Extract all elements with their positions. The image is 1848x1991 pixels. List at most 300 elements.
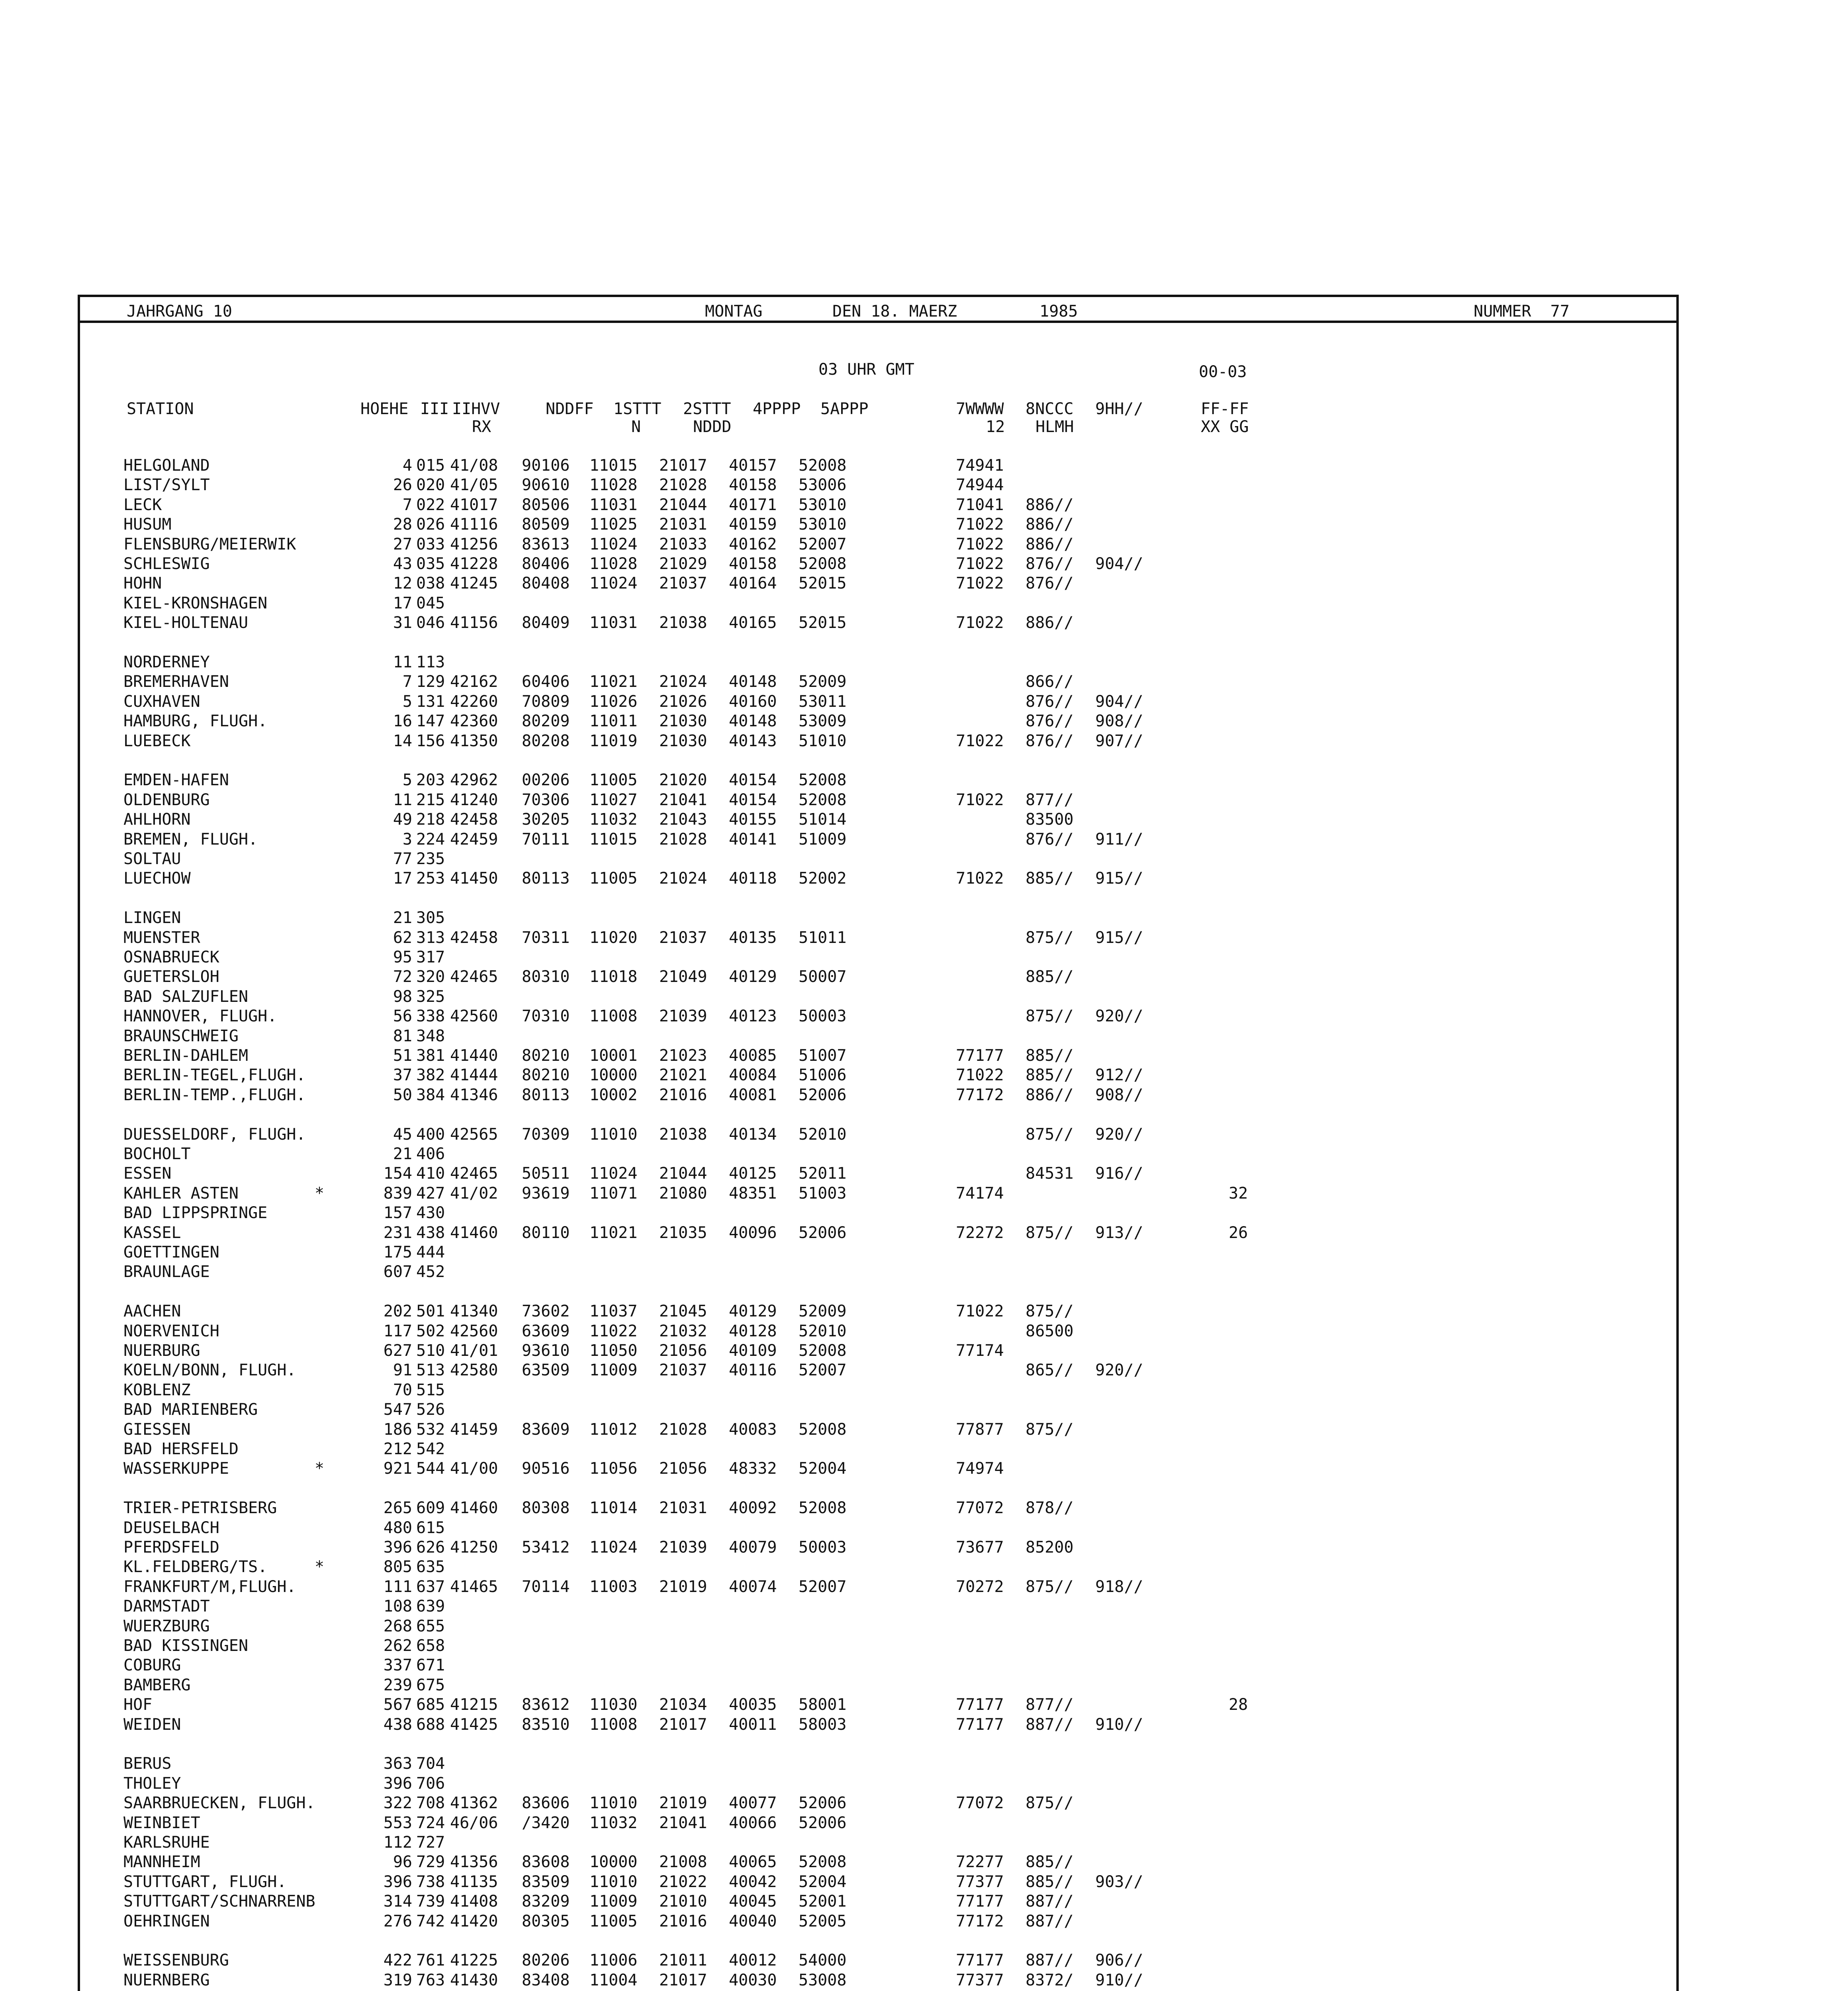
- cell-station-name: EMDEN-HAFEN: [123, 771, 229, 789]
- col-ff-sub: XX GG: [1201, 418, 1249, 436]
- cell-nccc8: 875//: [1026, 1794, 1074, 1812]
- cell-wwww7: 72277: [956, 1853, 1004, 1871]
- cell-sttt2: 21038: [659, 1125, 707, 1144]
- cell-sttt1: 11005: [589, 1912, 638, 1930]
- table-row: [0, 516, 1848, 533]
- cell-nddff: 50511: [522, 1164, 570, 1183]
- table-row: [0, 909, 1848, 927]
- cell-pppp4: 40042: [729, 1873, 777, 1891]
- cell-station-name: BAD MARIENBERG: [123, 1400, 258, 1419]
- cell-sttt1: 11025: [589, 515, 638, 534]
- cell-station-id: 761: [416, 1951, 445, 1969]
- cell-nddff: 60406: [522, 673, 570, 691]
- table-row: [0, 555, 1848, 573]
- cell-appp5: 52008: [799, 456, 847, 475]
- cell-pppp4: 40162: [729, 535, 777, 553]
- cell-wwww7: 77377: [956, 1873, 1004, 1891]
- cell-hh9: 908//: [1095, 1086, 1143, 1104]
- cell-station-name: THOLEY: [123, 1774, 181, 1793]
- table-row: [0, 1578, 1848, 1596]
- cell-station-name: BREMEN, FLUGH.: [123, 830, 258, 849]
- cell-appp5: 50003: [799, 1538, 847, 1557]
- cell-station-id: 515: [416, 1381, 445, 1399]
- col-8nccc: 8NCCC: [1026, 400, 1074, 418]
- cell-station-id: 655: [416, 1617, 445, 1635]
- cell-iihvv: 46/06: [450, 1814, 498, 1832]
- cell-station-name: HOF: [123, 1696, 153, 1714]
- cell-sttt2: 21029: [659, 555, 707, 573]
- cell-wwww7: 77177: [956, 1892, 1004, 1911]
- cell-hh9: 912//: [1095, 1066, 1143, 1084]
- cell-station-name: BRAUNSCHWEIG: [123, 1027, 239, 1045]
- cell-sttt1: 11030: [589, 1696, 638, 1714]
- cell-station-name: OSNABRUECK: [123, 948, 219, 966]
- cell-sttt2: 21056: [659, 1342, 707, 1360]
- cell-station-name: WASSERKUPPE: [123, 1459, 229, 1478]
- cell-sttt2: 21032: [659, 1322, 707, 1340]
- cell-station-id: 046: [416, 614, 445, 632]
- table-row: [0, 1047, 1848, 1064]
- cell-sttt2: 21039: [659, 1007, 707, 1025]
- cell-station-id: 675: [416, 1676, 445, 1694]
- table-row: [0, 1460, 1848, 1477]
- cell-hoehe: 26: [393, 476, 412, 494]
- cell-sttt1: 11028: [589, 555, 638, 573]
- cell-station-id: 532: [416, 1420, 445, 1439]
- cell-iihvv: 41225: [450, 1951, 498, 1969]
- cell-nddff: 80408: [522, 574, 570, 593]
- cell-wwww7: 71022: [956, 515, 1004, 534]
- cell-sttt2: 21028: [659, 830, 707, 849]
- cell-hoehe: 77: [393, 850, 412, 868]
- cell-sttt2: 21033: [659, 535, 707, 553]
- cell-station-name: COBURG: [123, 1656, 181, 1674]
- cell-sttt2: 21022: [659, 1873, 707, 1891]
- cell-nddff: 83608: [522, 1853, 570, 1871]
- cell-hoehe: 95: [393, 948, 412, 966]
- cell-sttt2: 21024: [659, 869, 707, 888]
- cell-pppp4: 40171: [729, 496, 777, 514]
- cell-iihvv: 42260: [450, 692, 498, 711]
- table-row: [0, 496, 1848, 514]
- cell-sttt1: 11015: [589, 456, 638, 475]
- cell-pppp4: 40143: [729, 732, 777, 750]
- cell-station-id: 035: [416, 555, 445, 573]
- cell-appp5: 52007: [799, 535, 847, 553]
- cell-pppp4: 40118: [729, 869, 777, 888]
- cell-wwww7: 77377: [956, 1971, 1004, 1989]
- cell-nddff: 80509: [522, 515, 570, 534]
- cell-nddff: 83613: [522, 535, 570, 553]
- cell-station-id: 704: [416, 1754, 445, 1773]
- cell-station-id: 320: [416, 968, 445, 986]
- cell-appp5: 53008: [799, 1971, 847, 1989]
- table-row: [0, 988, 1848, 1005]
- cell-station-id: 026: [416, 515, 445, 534]
- cell-hoehe: 117: [383, 1322, 412, 1340]
- table-row: [0, 1696, 1848, 1713]
- cell-nccc8: 876//: [1026, 830, 1074, 849]
- table-row: [0, 1775, 1848, 1792]
- cell-appp5: 52009: [799, 1302, 847, 1320]
- cell-hh9: 918//: [1095, 1578, 1143, 1596]
- observation-time: 03 UHR GMT: [818, 360, 914, 379]
- cell-station-name: STUTTGART/SCHNARRENB: [123, 1892, 315, 1911]
- cell-iihvv: 41362: [450, 1794, 498, 1812]
- cell-station-name: FLENSBURG/MEIERWIK: [123, 535, 296, 553]
- cell-sttt1: 11027: [589, 791, 638, 809]
- cell-appp5: 51014: [799, 810, 847, 829]
- cell-iihvv: 41228: [450, 555, 498, 573]
- table-row: [0, 1165, 1848, 1182]
- cell-station-name: DUESSELDORF, FLUGH.: [123, 1125, 306, 1144]
- cell-wwww7: 71022: [956, 614, 1004, 632]
- table-row: [0, 1007, 1848, 1025]
- cell-sttt2: 21045: [659, 1302, 707, 1320]
- cell-pppp4: 40158: [729, 555, 777, 573]
- cell-hoehe: 231: [383, 1224, 412, 1242]
- observation-period: 00-03: [1199, 363, 1247, 381]
- cell-nccc8: 865//: [1026, 1361, 1074, 1379]
- cell-nddff: 80113: [522, 1086, 570, 1104]
- cell-iihvv: 41/01: [450, 1342, 498, 1360]
- cell-nddff: 70306: [522, 791, 570, 809]
- cell-wwww7: 70272: [956, 1578, 1004, 1596]
- cell-station-name: WEINBIET: [123, 1814, 200, 1832]
- cell-sttt2: 21020: [659, 771, 707, 789]
- table-row: [0, 929, 1848, 947]
- cell-station-name: MANNHEIM: [123, 1853, 200, 1871]
- cell-sttt2: 21023: [659, 1046, 707, 1065]
- cell-nddff: 83612: [522, 1696, 570, 1714]
- table-row: [0, 575, 1848, 592]
- cell-hh9: 903//: [1095, 1873, 1143, 1891]
- cell-nddff: 70111: [522, 830, 570, 849]
- cell-nccc8: 85200: [1026, 1538, 1074, 1557]
- cell-hh9: 904//: [1095, 555, 1143, 573]
- cell-hoehe: 202: [383, 1302, 412, 1320]
- cell-sttt1: 11028: [589, 476, 638, 494]
- col-2sttt-sub: NDDD: [693, 418, 732, 436]
- cell-station-id: 305: [416, 909, 445, 927]
- cell-sttt2: 21008: [659, 1853, 707, 1871]
- cell-hoehe: 28: [393, 515, 412, 534]
- cell-iihvv: 42465: [450, 1164, 498, 1183]
- table-row: [0, 1086, 1848, 1104]
- cell-station-name: BERLIN-TEGEL,FLUGH.: [123, 1066, 306, 1084]
- col-iihvv-sub: RX: [472, 418, 491, 436]
- cell-nccc8: 878//: [1026, 1499, 1074, 1517]
- cell-sttt2: 21017: [659, 456, 707, 475]
- cell-appp5: 52015: [799, 614, 847, 632]
- cell-wwww7: 74944: [956, 476, 1004, 494]
- cell-wwww7: 71022: [956, 732, 1004, 750]
- cell-station-id: 658: [416, 1637, 445, 1655]
- col-hoehe: HOEHE: [360, 400, 409, 418]
- cell-appp5: 50003: [799, 1007, 847, 1025]
- cell-sttt2: 21028: [659, 1420, 707, 1439]
- cell-station-name: SAARBRUECKEN, FLUGH.: [123, 1794, 315, 1812]
- cell-pppp4: 40079: [729, 1538, 777, 1557]
- cell-iihvv: 42459: [450, 830, 498, 849]
- cell-nccc8: 86500: [1026, 1322, 1074, 1340]
- cell-station-name: BAD LIPPSPRINGE: [123, 1204, 268, 1222]
- cell-appp5: 53011: [799, 692, 847, 711]
- date-label: DEN 18. MAERZ: [832, 302, 957, 321]
- table-row: [0, 1637, 1848, 1655]
- cell-sttt1: 11031: [589, 496, 638, 514]
- cell-sttt1: 11021: [589, 673, 638, 691]
- cell-wwww7: 74174: [956, 1184, 1004, 1203]
- cell-nddff: 90610: [522, 476, 570, 494]
- cell-iihvv: 41450: [450, 869, 498, 888]
- cell-hoehe: 16: [393, 712, 412, 730]
- cell-hoehe: 553: [383, 1814, 412, 1832]
- col-iii: III: [420, 400, 449, 418]
- cell-hoehe: 805: [383, 1558, 412, 1576]
- cell-pppp4: 40164: [729, 574, 777, 593]
- cell-wwww7: 71041: [956, 496, 1004, 514]
- cell-pppp4: 40154: [729, 791, 777, 809]
- cell-station-id: 253: [416, 869, 445, 888]
- cell-sttt1: 11015: [589, 830, 638, 849]
- cell-nddff: 83209: [522, 1892, 570, 1911]
- table-row: [0, 653, 1848, 671]
- table-row: [0, 1676, 1848, 1694]
- cell-nccc8: 885//: [1026, 1873, 1074, 1891]
- col-4pppp: 4PPPP: [753, 400, 801, 418]
- cell-station-id: 400: [416, 1125, 445, 1144]
- cell-nddff: 93610: [522, 1342, 570, 1360]
- cell-appp5: 52005: [799, 1912, 847, 1930]
- cell-pppp4: 40074: [729, 1578, 777, 1596]
- table-row: [0, 1716, 1848, 1733]
- cell-wwww7: 77172: [956, 1912, 1004, 1930]
- cell-hoehe: 37: [393, 1066, 412, 1084]
- cell-hoehe: 154: [383, 1164, 412, 1183]
- cell-appp5: 52010: [799, 1322, 847, 1340]
- cell-hoehe: 72: [393, 968, 412, 986]
- cell-sttt2: 21041: [659, 791, 707, 809]
- cell-hoehe: 268: [383, 1617, 412, 1635]
- table-row: [0, 1913, 1848, 1930]
- cell-hoehe: 212: [383, 1440, 412, 1458]
- cell-pppp4: 40159: [729, 515, 777, 534]
- cell-wwww7: 77177: [956, 1715, 1004, 1734]
- table-row: [0, 732, 1848, 750]
- cell-pppp4: 40040: [729, 1912, 777, 1930]
- cell-nddff: 73602: [522, 1302, 570, 1320]
- cell-sttt1: 10000: [589, 1853, 638, 1871]
- cell-nddff: 80208: [522, 732, 570, 750]
- cell-nccc8: 886//: [1026, 496, 1074, 514]
- cell-nccc8: 876//: [1026, 555, 1074, 573]
- cell-pppp4: 40129: [729, 1302, 777, 1320]
- cell-nccc8: 887//: [1026, 1715, 1074, 1734]
- cell-hoehe: 112: [383, 1833, 412, 1852]
- cell-nccc8: 866//: [1026, 673, 1074, 691]
- cell-sttt1: 11010: [589, 1794, 638, 1812]
- col-7wwww: 7WWWW: [956, 400, 1004, 418]
- cell-mountain-marker: *: [315, 1558, 325, 1576]
- cell-station-id: 338: [416, 1007, 445, 1025]
- cell-sttt2: 21017: [659, 1971, 707, 1989]
- cell-pppp4: 40155: [729, 810, 777, 829]
- table-row: [0, 1440, 1848, 1458]
- cell-sttt1: 11008: [589, 1007, 638, 1025]
- cell-nddff: 90516: [522, 1459, 570, 1478]
- cell-station-name: LUECHOW: [123, 869, 191, 888]
- cell-sttt1: 11009: [589, 1361, 638, 1379]
- cell-nccc8: 83500: [1026, 810, 1074, 829]
- cell-hh9: 906//: [1095, 1951, 1143, 1969]
- cell-nccc8: 877//: [1026, 1696, 1074, 1714]
- cell-wwww7: 71022: [956, 1302, 1004, 1320]
- cell-pppp4: 40083: [729, 1420, 777, 1439]
- cell-sttt1: 11005: [589, 771, 638, 789]
- cell-sttt2: 21056: [659, 1459, 707, 1478]
- cell-sttt2: 21080: [659, 1184, 707, 1203]
- cell-station-id: 685: [416, 1696, 445, 1714]
- cell-nddff: 80310: [522, 968, 570, 986]
- cell-sttt1: 11014: [589, 1499, 638, 1517]
- cell-station-id: 544: [416, 1459, 445, 1478]
- cell-pppp4: 40109: [729, 1342, 777, 1360]
- cell-station-name: HELGOLAND: [123, 456, 210, 475]
- table-row: [0, 457, 1848, 474]
- table-row: [0, 614, 1848, 632]
- cell-iihvv: 42962: [450, 771, 498, 789]
- cell-sttt1: 11012: [589, 1420, 638, 1439]
- cell-sttt1: 11026: [589, 692, 638, 711]
- cell-wwww7: 74941: [956, 456, 1004, 475]
- table-row: [0, 1971, 1848, 1989]
- cell-station-id: 022: [416, 496, 445, 514]
- cell-station-name: BERUS: [123, 1754, 172, 1773]
- cell-sttt2: 21016: [659, 1912, 707, 1930]
- cell-nddff: 80308: [522, 1499, 570, 1517]
- cell-station-id: 635: [416, 1558, 445, 1576]
- cell-sttt2: 21038: [659, 614, 707, 632]
- table-row: [0, 1342, 1848, 1359]
- cell-nccc8: 886//: [1026, 614, 1074, 632]
- cell-nddff: 70809: [522, 692, 570, 711]
- cell-hoehe: 396: [383, 1538, 412, 1557]
- cell-nccc8: 886//: [1026, 535, 1074, 553]
- cell-hh9: 915//: [1095, 929, 1143, 947]
- cell-station-id: 384: [416, 1086, 445, 1104]
- cell-nddff: 70114: [522, 1578, 570, 1596]
- cell-station-name: AACHEN: [123, 1302, 181, 1320]
- cell-station-id: 609: [416, 1499, 445, 1517]
- table-row: [0, 870, 1848, 887]
- cell-station-name: LECK: [123, 496, 162, 514]
- cell-hoehe: 363: [383, 1754, 412, 1773]
- cell-station-name: KIEL-KRONSHAGEN: [123, 594, 268, 612]
- cell-appp5: 52004: [799, 1873, 847, 1891]
- cell-appp5: 53010: [799, 515, 847, 534]
- cell-station-name: LINGEN: [123, 909, 181, 927]
- table-row: [0, 1893, 1848, 1910]
- cell-station-name: CUXHAVEN: [123, 692, 200, 711]
- cell-hoehe: 3: [402, 830, 412, 849]
- cell-station-id: 131: [416, 692, 445, 711]
- cell-sttt2: 21028: [659, 476, 707, 494]
- cell-appp5: 52008: [799, 1342, 847, 1360]
- cell-wwww7: 71022: [956, 1066, 1004, 1084]
- cell-station-name: AHLHORN: [123, 810, 191, 829]
- cell-wwww7: 74974: [956, 1459, 1004, 1478]
- cell-appp5: 51009: [799, 830, 847, 849]
- cell-iihvv: 41256: [450, 535, 498, 553]
- cell-iihvv: 41440: [450, 1046, 498, 1065]
- cell-sttt2: 21026: [659, 692, 707, 711]
- table-row: [0, 712, 1848, 730]
- cell-sttt1: 11024: [589, 1538, 638, 1557]
- cell-station-name: BAMBERG: [123, 1676, 191, 1694]
- cell-sttt2: 21019: [659, 1794, 707, 1812]
- cell-station-id: 688: [416, 1715, 445, 1734]
- cell-nccc8: 875//: [1026, 1007, 1074, 1025]
- cell-iihvv: 41420: [450, 1912, 498, 1930]
- cell-hoehe: 921: [383, 1459, 412, 1478]
- cell-nccc8: 885//: [1026, 1853, 1074, 1871]
- cell-sttt1: 11024: [589, 1164, 638, 1183]
- cell-pppp4: 40148: [729, 673, 777, 691]
- table-row: [0, 850, 1848, 868]
- cell-hoehe: 62: [393, 929, 412, 947]
- cell-iihvv: 42360: [450, 712, 498, 730]
- jahrgang-label: JAHRGANG 10: [127, 302, 232, 321]
- cell-sttt2: 21043: [659, 810, 707, 829]
- cell-station-id: 020: [416, 476, 445, 494]
- cell-wwww7: 77177: [956, 1046, 1004, 1065]
- cell-station-name: BAD KISSINGEN: [123, 1637, 249, 1655]
- cell-wwww7: 71022: [956, 869, 1004, 888]
- cell-station-id: 218: [416, 810, 445, 829]
- cell-nddff: 80409: [522, 614, 570, 632]
- cell-nddff: 80209: [522, 712, 570, 730]
- cell-pppp4: 40096: [729, 1224, 777, 1242]
- table-row: [0, 1263, 1848, 1281]
- cell-hoehe: 314: [383, 1892, 412, 1911]
- cell-hoehe: 96: [393, 1853, 412, 1871]
- cell-hoehe: 27: [393, 535, 412, 553]
- cell-iihvv: 41/00: [450, 1459, 498, 1478]
- cell-hoehe: 11: [393, 791, 412, 809]
- cell-sttt2: 21037: [659, 574, 707, 593]
- cell-sttt2: 21017: [659, 1715, 707, 1734]
- cell-station-id: 742: [416, 1912, 445, 1930]
- cell-station-name: GUETERSLOH: [123, 968, 219, 986]
- cell-wwww7: 77072: [956, 1794, 1004, 1812]
- cell-station-name: OEHRINGEN: [123, 1912, 210, 1930]
- cell-station-name: SCHLESWIG: [123, 555, 210, 573]
- cell-hoehe: 17: [393, 869, 412, 888]
- cell-sttt1: 11022: [589, 1322, 638, 1340]
- cell-station-name: HUSUM: [123, 515, 172, 534]
- col-ff: FF-FF: [1201, 400, 1249, 418]
- cell-hh9: 920//: [1095, 1007, 1143, 1025]
- cell-pppp4: 40134: [729, 1125, 777, 1144]
- cell-station-name: FRANKFURT/M,FLUGH.: [123, 1578, 296, 1596]
- cell-iihvv: 41346: [450, 1086, 498, 1104]
- col-7wwww-sub: 12: [986, 418, 1005, 436]
- table-row: [0, 1814, 1848, 1832]
- cell-hoehe: 91: [393, 1361, 412, 1379]
- cell-pppp4: 40065: [729, 1853, 777, 1871]
- table-row: [0, 1873, 1848, 1891]
